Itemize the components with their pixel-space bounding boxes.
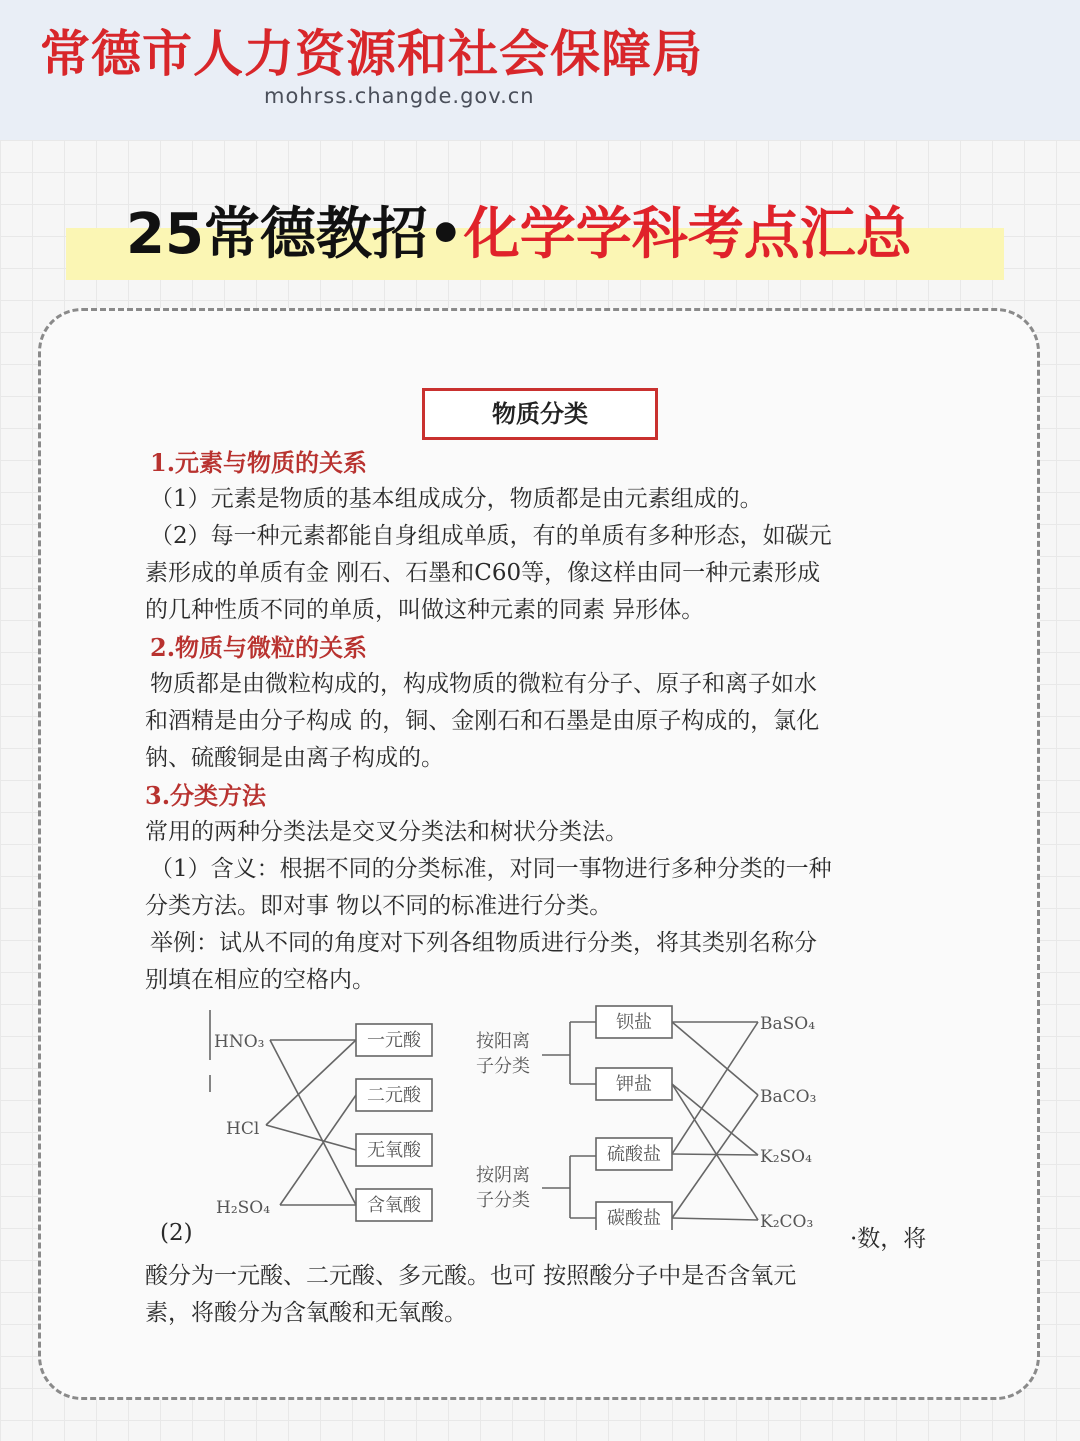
org-url[interactable]: mohrss.changde.gov.cn (264, 84, 535, 108)
section1-heading: 1.元素与物质的关系 (150, 448, 368, 477)
section3-line: 别填在相应的空格内。 (145, 967, 375, 993)
acid-formula: H₂SO₄ (216, 1198, 271, 1218)
title-prefix: 25常德教招• (126, 202, 464, 267)
section2-line: 物质都是由微粒构成的，构成物质的微粒有分子、原子和离子如水 (150, 671, 817, 697)
acid-type-label: 含氧酸 (367, 1195, 421, 1216)
cation-label: 按阳离 (476, 1031, 530, 1052)
tail-label: (2) (160, 1220, 193, 1246)
anion-label: 按阴离 (476, 1165, 530, 1186)
salt-formula: K₂SO₄ (760, 1147, 812, 1167)
section1-line: 的几种性质不同的单质，叫做这种元素的同素 异形体。 (145, 597, 705, 623)
page-title (126, 190, 912, 270)
section3-line: （1）含义：根据不同的分类标准，对同一事物进行多种分类的一种 (150, 856, 832, 882)
acid-type-boxes (356, 1024, 432, 1221)
salt-formula: BaCO₃ (760, 1087, 817, 1107)
section3-line: 分类方法。即对事 物以不同的标准进行分类。 (145, 893, 613, 919)
acid-type-label: 一元酸 (367, 1030, 421, 1051)
section1-line: （1）元素是物质的基本组成成分，物质都是由元素组成的。 (150, 486, 763, 512)
salt-links (672, 1022, 758, 1220)
salt-type-boxes (596, 1006, 672, 1230)
tail-line: 酸分为一元酸、二元酸、多元酸。也可 按照酸分子中是否含氧元 (145, 1263, 797, 1289)
classification-diagram (150, 1000, 870, 1230)
acid-type-label: 无氧酸 (367, 1140, 421, 1161)
section2-line: 钠、硫酸铜是由离子构成的。 (145, 745, 444, 771)
acid-formula: HNO₃ (214, 1032, 265, 1052)
salt-type-label: 钡盐 (616, 1012, 652, 1033)
title-accent: 化学学科考点汇总 (463, 202, 912, 267)
tree-brackets (542, 1022, 596, 1218)
salt-formula: K₂CO₃ (760, 1212, 814, 1230)
site-header (0, 0, 1080, 140)
salt-type-label: 碳酸盐 (607, 1208, 661, 1229)
left-acids (214, 1032, 270, 1218)
salt-type-label: 硫酸盐 (607, 1144, 661, 1165)
doc-box-title: 物质分类 (422, 388, 658, 440)
anion-label: 子分类 (476, 1190, 530, 1211)
org-name: 常德市人力资源和社会保障局 (40, 25, 703, 83)
cation-label: 子分类 (476, 1056, 530, 1077)
category-labels (476, 1031, 530, 1211)
section2-heading: 2.物质与微粒的关系 (150, 633, 368, 662)
section1-line: 素形成的单质有金 刚石、石墨和C60等，像这样由同一种元素形成 (145, 560, 821, 586)
section3-line: 举例：试从不同的角度对下列各组物质进行分类，将其类别名称分 (150, 930, 817, 956)
section1-line: （2）每一种元素都能自身组成单质，有的单质有多种形态，如碳元 (150, 523, 832, 549)
tail-suffix: ·数，将 (850, 1226, 927, 1252)
section3-heading: 3.分类方法 (145, 781, 267, 810)
acid-type-label: 二元酸 (367, 1085, 421, 1106)
acid-formula: HCl (226, 1119, 260, 1139)
section3-line: 常用的两种分类法是交叉分类法和树状分类法。 (145, 819, 628, 845)
salt-formula: BaSO₄ (760, 1014, 816, 1034)
salt-formulas (760, 1014, 816, 1230)
salt-type-label: 钾盐 (616, 1074, 652, 1095)
section2-line: 和酒精是由分子构成 的，铜、金刚石和石墨是由原子构成的，氯化 (145, 708, 820, 734)
tail-line: 素，将酸分为含氧酸和无氧酸。 (145, 1300, 467, 1326)
